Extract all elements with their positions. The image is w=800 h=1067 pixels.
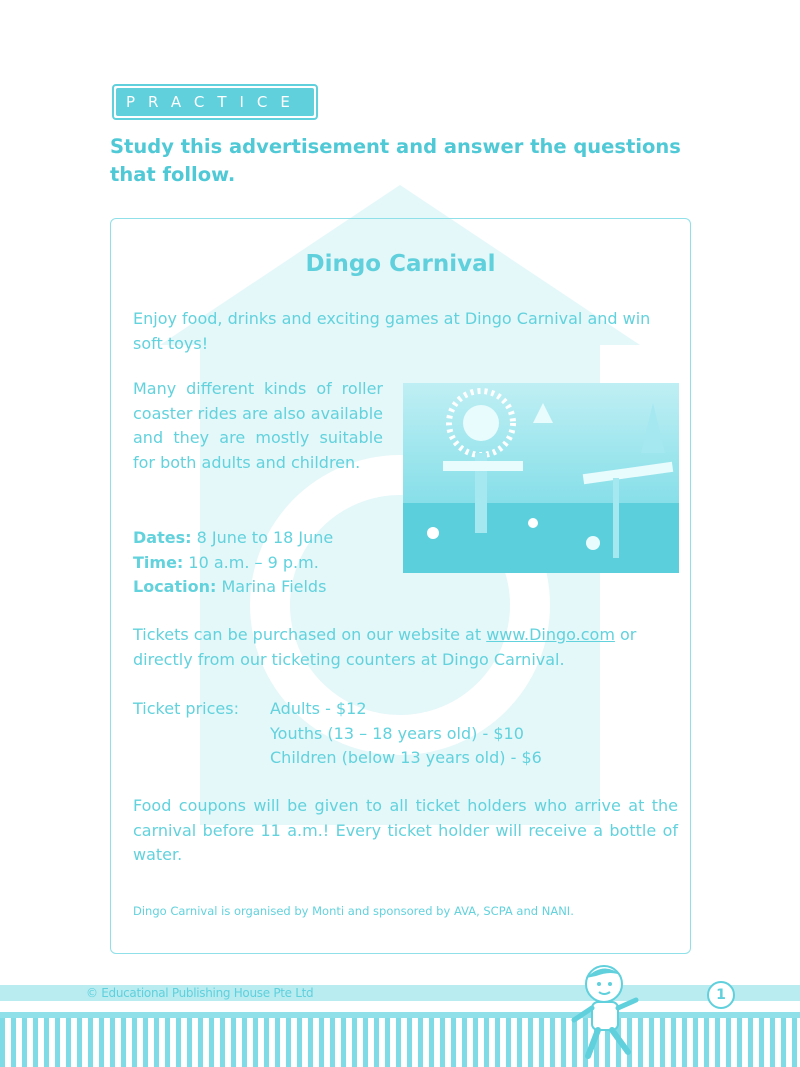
website-link[interactable]: www.Dingo.com bbox=[486, 625, 615, 644]
tickets-after: or directly from our ticketing counters at Dingo Carnival. bbox=[133, 625, 637, 669]
practice-badge bbox=[112, 84, 344, 120]
ad-title: Dingo Carnival bbox=[305, 251, 496, 277]
dates-label: Dates: bbox=[133, 528, 192, 547]
prices-label: Ticket prices: bbox=[133, 699, 239, 718]
advertisement-box bbox=[110, 218, 691, 954]
ad-rides: Many different kinds of roller coaster rides are also available and they are mostly suitable for both adults and children. bbox=[133, 379, 383, 472]
time-value: 10 a.m. – 9 p.m. bbox=[188, 552, 319, 572]
tickets-info bbox=[133, 623, 678, 672]
price-youths: Youths (13 – 18 years old) - $10 bbox=[270, 723, 524, 743]
price-children: Children (below 13 years old) - $6 bbox=[270, 748, 542, 767]
footer-stripes bbox=[0, 1018, 800, 1067]
carnival-ride-photo-icon bbox=[403, 383, 679, 573]
coupons-info: Food coupons will be given to all ticket holders who arrive at the carnival before 11 a.m.! Every ticket holder will receive a bottle of water. bbox=[133, 796, 678, 864]
location-value: Marina Fields bbox=[221, 577, 327, 596]
tickets-before: Tickets can be purchased on our website at bbox=[133, 625, 487, 644]
running-boy-mascot-icon bbox=[566, 960, 662, 1067]
location-label: Location: bbox=[133, 577, 217, 596]
price-adults: Adults - $12 bbox=[270, 699, 367, 718]
copyright-text: © Educational Publishing House Pte Ltd bbox=[86, 986, 314, 1000]
carnival-photo bbox=[403, 383, 679, 573]
ad-intro: Enjoy food, drinks and exciting games at Dingo Carnival and win soft toys! bbox=[133, 309, 651, 353]
practice-label: PRACTICE 1 bbox=[116, 88, 314, 116]
sponsor-footnote: Dingo Carnival is organised by Monti and sponsored by AVA, SCPA and NANI. bbox=[133, 904, 574, 918]
dates-value: 8 June to 18 June bbox=[196, 528, 334, 547]
time-label: Time: bbox=[133, 552, 184, 572]
page-number: 1 bbox=[707, 981, 735, 1009]
instruction-text: Study this advertisement and answer the questions that follow. bbox=[110, 135, 681, 186]
event-details bbox=[133, 526, 393, 600]
ticket-prices bbox=[133, 697, 678, 771]
